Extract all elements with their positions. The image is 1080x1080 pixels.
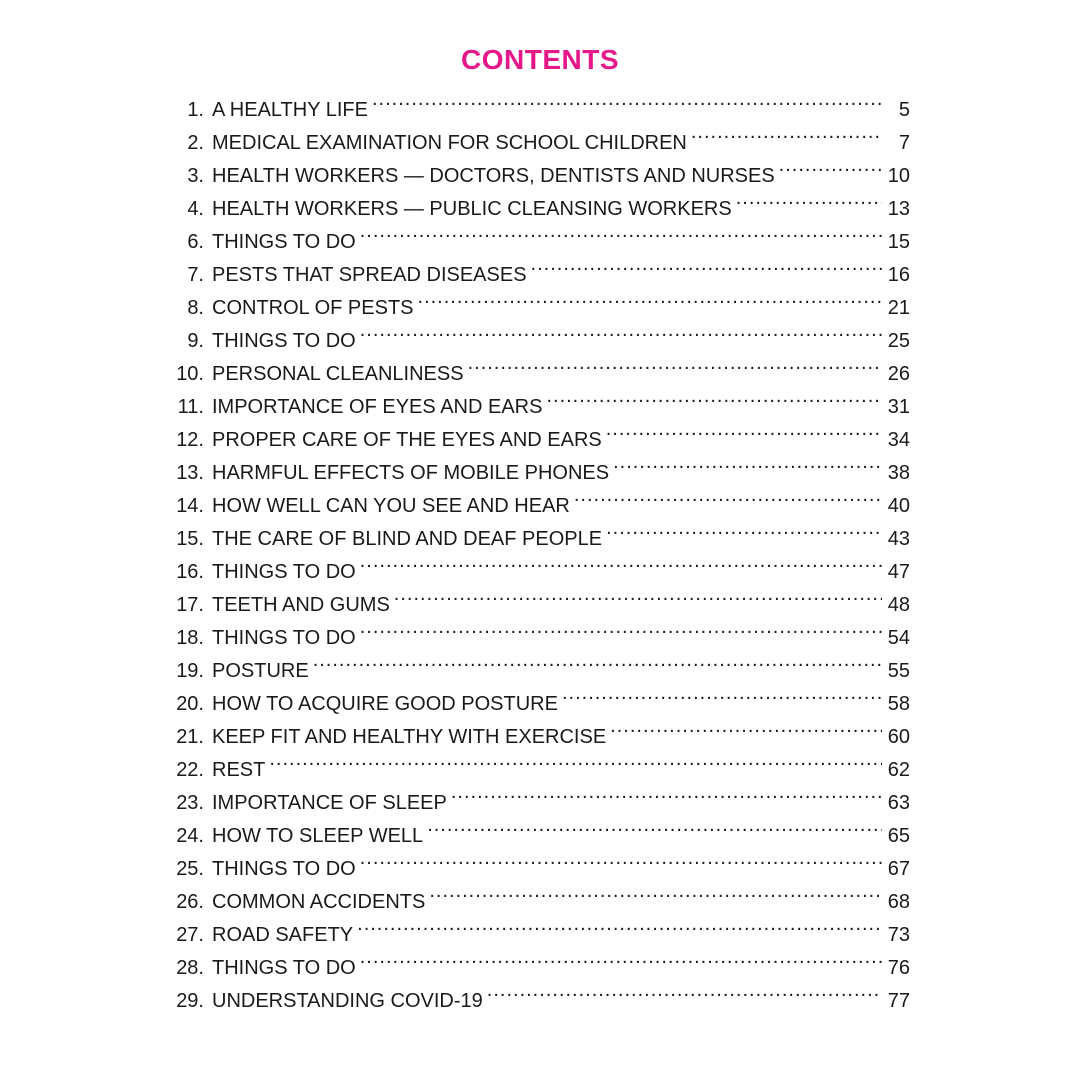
toc-entry-title: THE CARE OF BLIND AND DEAF PEOPLE	[212, 528, 603, 550]
toc-entry-page-number: 65	[887, 825, 910, 847]
toc-entry-number: 29.	[176, 990, 204, 1012]
dot-leader	[606, 512, 882, 545]
toc-entry-title: PERSONAL CLEANLINESS	[212, 363, 464, 385]
toc-entry-title: HOW TO SLEEP WELL	[212, 825, 424, 847]
toc-entry-title: PROPER CARE OF THE EYES AND EARS	[212, 429, 602, 451]
dot-leader	[562, 677, 882, 710]
dot-leader	[360, 215, 882, 248]
toc-entry	[160, 83, 910, 121]
toc-entry-number: 25.	[176, 858, 204, 880]
toc-entry-page-number: 58	[887, 693, 910, 715]
dot-leader	[418, 281, 882, 314]
dot-leader	[360, 611, 882, 644]
toc-entry-page-number: 43	[887, 528, 910, 550]
toc-entry-page-number: 40	[887, 495, 910, 517]
toc-entry-number: 24.	[176, 825, 204, 847]
toc-entry-title: HEALTH WORKERS — PUBLIC CLEANSING WORKERS	[212, 198, 732, 220]
toc-entry-title: IMPORTANCE OF SLEEP	[212, 792, 447, 814]
toc-entry-title: THINGS TO DO	[212, 858, 356, 880]
toc-entry-title: HEALTH WORKERS — DOCTORS, DENTISTS AND NURSES	[212, 165, 775, 187]
toc-entry-number: 18.	[176, 627, 204, 649]
toc-entry-page-number: 60	[887, 726, 910, 748]
toc-entry-title: TEETH AND GUMS	[212, 594, 390, 616]
dot-leader	[313, 644, 882, 677]
toc-entry-number: 21.	[176, 726, 204, 748]
toc-entry-page-number: 55	[887, 660, 910, 682]
dot-leader	[574, 479, 882, 512]
toc-entry-page-number: 73	[887, 924, 910, 946]
toc-entry-page-number: 25	[887, 330, 910, 352]
toc-entry-page-number: 62	[887, 759, 910, 781]
toc-entry-title: IMPORTANCE OF EYES AND EARS	[212, 396, 543, 418]
toc-entry-page-number: 38	[887, 462, 910, 484]
dot-leader	[360, 842, 882, 875]
toc-entry-title: PESTS THAT SPREAD DISEASES	[212, 264, 527, 286]
toc-entry-title: THINGS TO DO	[212, 627, 356, 649]
toc-entry-number: 28.	[176, 957, 204, 979]
toc-entry-page-number: 77	[887, 990, 910, 1012]
toc-entry-number: 15.	[176, 528, 204, 550]
toc-entry-page-number: 5	[898, 99, 910, 121]
dot-leader	[360, 545, 882, 578]
toc-entry-title: CONTROL OF PESTS	[212, 297, 414, 319]
toc-entry-page-number: 54	[887, 627, 910, 649]
toc-entry-title: KEEP FIT AND HEALTHY WITH EXERCISE	[212, 726, 607, 748]
toc-entry-page-number: 34	[887, 429, 910, 451]
toc-entry-number: 1.	[187, 99, 204, 121]
table-of-contents	[160, 83, 910, 1012]
dot-leader	[468, 347, 882, 380]
toc-entry-title: HARMFUL EFFECTS OF MOBILE PHONES	[212, 462, 610, 484]
toc-entry-number: 23.	[176, 792, 204, 814]
dot-leader	[427, 809, 882, 842]
toc-entry-title: THINGS TO DO	[212, 561, 356, 583]
toc-entry-number: 27.	[176, 924, 204, 946]
toc-entry-number: 20.	[176, 693, 204, 715]
toc-entry-number: 9.	[187, 330, 204, 352]
toc-entry-number: 13.	[176, 462, 204, 484]
toc-entry	[160, 743, 910, 781]
toc-entry-title: HOW TO ACQUIRE GOOD POSTURE	[212, 693, 558, 715]
toc-entry-page-number: 76	[887, 957, 910, 979]
dot-leader	[487, 974, 882, 1007]
toc-entry-number: 7.	[187, 264, 204, 286]
toc-entry-number: 14.	[176, 495, 204, 517]
toc-entry-number: 2.	[187, 132, 204, 154]
toc-entry-number: 4.	[187, 198, 204, 220]
dot-leader	[691, 116, 882, 149]
toc-entry-number: 11.	[177, 396, 204, 418]
toc-entry-page-number: 68	[887, 891, 910, 913]
toc-entry-page-number: 10	[887, 165, 910, 187]
toc-entry-title: MEDICAL EXAMINATION FOR SCHOOL CHILDREN	[212, 132, 687, 154]
dot-leader	[613, 446, 882, 479]
toc-entry-title: A HEALTHY LIFE	[212, 99, 368, 121]
toc-entry-title: HOW WELL CAN YOU SEE AND HEAR	[212, 495, 570, 517]
toc-entry-title: REST	[212, 759, 266, 781]
dot-leader	[360, 941, 882, 974]
toc-entry-page-number: 16	[887, 264, 910, 286]
toc-entry-number: 22.	[176, 759, 204, 781]
toc-entry-title: THINGS TO DO	[212, 231, 356, 253]
toc-entry-page-number: 48	[887, 594, 910, 616]
toc-entry-number: 19.	[176, 660, 204, 682]
toc-entry-page-number: 26	[887, 363, 910, 385]
toc-entry-page-number: 21	[887, 297, 910, 319]
toc-entry-page-number: 15	[887, 231, 910, 253]
toc-entry-page-number: 7	[898, 132, 910, 154]
toc-entry-page-number: 67	[887, 858, 910, 880]
toc-entry-number: 16.	[176, 561, 204, 583]
toc-entry-page-number: 47	[887, 561, 910, 583]
dot-leader	[451, 776, 882, 809]
toc-entry-title: UNDERSTANDING COVID-19	[212, 990, 483, 1012]
toc-entry-number: 8.	[187, 297, 204, 319]
toc-entry	[160, 776, 910, 814]
toc-entry-number: 26.	[176, 891, 204, 913]
toc-entry-number: 12.	[176, 429, 204, 451]
dot-leader	[372, 83, 882, 116]
dot-leader	[606, 413, 882, 446]
dot-leader	[357, 908, 882, 941]
toc-entry-title: THINGS TO DO	[212, 957, 356, 979]
toc-entry-number: 17.	[176, 594, 204, 616]
toc-entry-number: 3.	[187, 165, 204, 187]
dot-leader	[429, 875, 882, 908]
toc-entry-page-number: 13	[887, 198, 910, 220]
dot-leader	[360, 314, 882, 347]
dot-leader	[394, 578, 882, 611]
toc-entry-number: 6.	[187, 231, 204, 253]
dot-leader	[736, 182, 882, 215]
toc-entry-page-number: 63	[887, 792, 910, 814]
toc-entry-number: 10.	[176, 363, 204, 385]
dot-leader	[610, 710, 882, 743]
toc-entry-title: THINGS TO DO	[212, 330, 356, 352]
toc-entry-title: POSTURE	[212, 660, 309, 682]
dot-leader	[531, 248, 882, 281]
toc-entry-title: ROAD SAFETY	[212, 924, 354, 946]
toc-entry-page-number: 31	[887, 396, 910, 418]
dot-leader	[779, 149, 882, 182]
dot-leader	[546, 380, 882, 413]
dot-leader	[269, 743, 882, 776]
toc-entry-title: COMMON ACCIDENTS	[212, 891, 426, 913]
page-title: CONTENTS	[461, 44, 619, 75]
